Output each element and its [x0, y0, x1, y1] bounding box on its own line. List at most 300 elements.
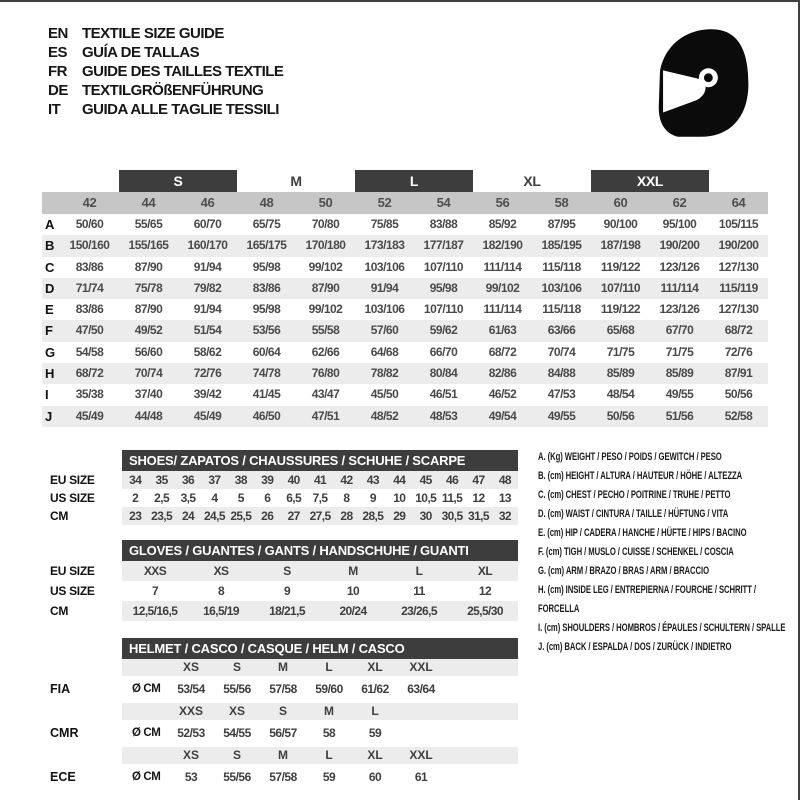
language-code: ES — [48, 44, 68, 61]
measurement-value-cell: 60/64 — [252, 344, 281, 359]
shoes-value-cell: 24 — [181, 509, 195, 523]
size-number-cell: 62 — [672, 195, 687, 210]
measurement-value-cell: 72/76 — [193, 366, 222, 381]
helmet-cert-label: FIA — [50, 682, 71, 696]
measurement-value-cell: 49/55 — [665, 387, 694, 402]
helmet-value-cell: 52/53 — [177, 726, 205, 740]
language-title-list — [48, 24, 283, 119]
gloves-value-cell: XL — [477, 564, 493, 578]
measurement-value-cell: 115/118 — [542, 302, 581, 317]
measurement-row — [42, 363, 768, 384]
diameter-unit-label: Ø CM — [132, 771, 161, 783]
helmet-size-label: L — [325, 748, 333, 762]
shoes-title-bar: SHOES/ ZAPATOS / CHAUSSURES / SCHUHE / SCARPE — [122, 450, 518, 471]
size-number-header-row — [42, 192, 768, 214]
gloves-row-label: CM — [50, 604, 69, 618]
measurement-value-cell: 99/102 — [308, 302, 343, 317]
shoes-value-cell: 47 — [472, 473, 485, 487]
helmet-size-label: XS — [182, 748, 199, 762]
measurement-value-cell: 91/94 — [193, 302, 222, 317]
helmet-value-cell: 61 — [414, 770, 428, 784]
size-number-cell: 54 — [436, 195, 451, 210]
gloves-value-cell: 10 — [346, 584, 360, 598]
helmet-size-label: XXL — [409, 748, 433, 762]
language-title: TEXTILGRÖßENFÜHRUNG — [82, 82, 264, 99]
gloves-value-cell: 23/26,5 — [401, 604, 437, 618]
measurement-value-cell: 115/119 — [719, 280, 758, 295]
measurement-value-cell: 65/75 — [252, 217, 281, 231]
measurement-legend — [538, 448, 797, 657]
measurement-value-cell: 119/122 — [600, 302, 641, 317]
legend-item: G. (cm) ARM / BRAZO / BRAS / ARM / BRACCIO — [538, 565, 710, 577]
size-number-cell: 58 — [554, 195, 569, 210]
measurement-value-cell: 84/88 — [547, 366, 576, 381]
measurement-row-label: B — [45, 238, 55, 254]
helmet-value-cell: 54/55 — [223, 726, 251, 740]
measurement-value-cell: 150/160 — [69, 238, 110, 253]
helmet-value-cell: 53/54 — [177, 682, 205, 696]
size-group-label: S — [119, 170, 237, 192]
measurement-row-label: J — [45, 408, 53, 424]
helmet-value-cell: 59 — [322, 770, 336, 784]
measurement-value-cell: 35/38 — [75, 387, 104, 402]
size-number-cell: 52 — [377, 195, 392, 210]
language-row — [48, 100, 283, 119]
gloves-row-label: US SIZE — [50, 584, 95, 598]
helmet-value-cell: 57/58 — [269, 770, 297, 784]
measurement-value-cell: 78/82 — [370, 366, 399, 381]
measurement-value-cell: 45/49 — [75, 408, 104, 423]
helmet-value-cell: 60 — [368, 770, 382, 784]
legend-item: A. (Kg) WEIGHT / PESO / POIDS / GEWITCH / PESO — [538, 451, 722, 463]
measurement-value-cell: 39/42 — [193, 387, 222, 402]
size-group-label: XL — [523, 173, 541, 189]
size-group-label: M — [290, 173, 302, 189]
measurement-row-label: D — [45, 280, 55, 296]
shoes-value-cell: 32 — [498, 509, 511, 523]
measurement-row — [42, 235, 768, 256]
helmet-cert-section — [50, 747, 518, 791]
legend-item: D. (cm) WAIST / CINTURA / TAILLE / HÜFTUNG / VITA — [538, 508, 729, 520]
size-number-cell: 44 — [141, 195, 156, 210]
gloves-value-cell: 20/24 — [339, 604, 367, 618]
helmet-value-row — [50, 764, 518, 791]
language-code: DE — [48, 82, 68, 99]
shoes-value-cell: 30 — [419, 509, 432, 523]
gloves-value-cell: M — [348, 564, 358, 578]
shoes-value-cell: 6,5 — [286, 491, 302, 505]
helmet-cert-section — [50, 659, 518, 703]
measurement-value-cell: 43/47 — [311, 387, 340, 402]
helmet-value-cell: 57/58 — [269, 682, 297, 696]
shoes-value-cell: 9 — [369, 491, 376, 505]
measurement-value-cell: 48/52 — [370, 408, 399, 423]
measurement-value-cell: 95/98 — [429, 280, 458, 295]
shoes-size-table — [50, 450, 518, 525]
gloves-row — [50, 601, 518, 621]
measurement-value-cell: 68/72 — [75, 366, 104, 381]
measurement-value-cell: 107/110 — [600, 280, 641, 295]
measurement-value-cell: 37/40 — [134, 387, 163, 402]
measurement-row-label: E — [45, 302, 54, 318]
measurement-value-cell: 170/180 — [305, 238, 346, 253]
measurement-row — [42, 299, 768, 320]
measurement-value-cell: 79/82 — [193, 280, 222, 295]
language-row — [48, 81, 283, 100]
helmet-value-cell: 58 — [322, 726, 336, 740]
measurement-value-cell: 107/110 — [423, 259, 464, 274]
shoes-row — [50, 489, 518, 507]
measurement-value-cell: 190/200 — [659, 238, 700, 253]
diameter-unit-label: Ø CM — [132, 683, 161, 695]
helmet-value-cell: 55/56 — [223, 682, 251, 696]
helmet-size-header-row — [122, 703, 518, 720]
measurement-value-cell: 41/45 — [252, 387, 281, 402]
measurement-value-cell: 173/183 — [364, 238, 405, 253]
shoes-value-cell: 45 — [419, 473, 432, 487]
helmet-size-table — [50, 638, 518, 791]
gloves-value-cell: 11 — [413, 584, 425, 598]
measurement-value-cell: 111/114 — [483, 302, 522, 317]
shoes-value-cell: 8 — [343, 491, 350, 505]
measurement-value-cell: 45/50 — [370, 387, 399, 402]
language-title: TEXTILE SIZE GUIDE — [82, 25, 224, 42]
language-code: EN — [48, 25, 68, 42]
measurement-value-cell: 50/56 — [724, 387, 753, 402]
helmet-title-bar: HELMET / CASCO / CASQUE / HELM / CASCO — [122, 638, 518, 659]
shoes-row-label: EU SIZE — [50, 473, 95, 487]
measurement-value-cell: 70/74 — [134, 366, 163, 381]
measurement-value-cell: 71/75 — [665, 344, 694, 359]
measurement-value-cell: 64/68 — [370, 344, 399, 359]
shoes-value-cell: 2 — [132, 491, 139, 505]
measurement-row — [42, 214, 768, 235]
measurement-value-cell: 54/58 — [75, 344, 104, 359]
shoes-value-cell: 39 — [261, 473, 274, 487]
textile-size-table — [42, 168, 768, 427]
measurement-row — [42, 384, 768, 405]
measurement-value-cell: 85/89 — [665, 366, 694, 381]
measurement-value-cell: 68/72 — [724, 323, 753, 338]
helmet-size-label: S — [232, 748, 241, 762]
size-group-label: L — [355, 170, 473, 192]
gloves-value-cell: L — [415, 564, 423, 578]
size-group-header-row — [42, 168, 768, 192]
measurement-value-cell: 46/52 — [488, 387, 517, 402]
helmet-value-cell: 59 — [368, 726, 382, 740]
shoes-value-cell: 12 — [472, 491, 485, 505]
shoes-value-cell: 11,5 — [441, 491, 463, 505]
measurement-value-cell: 95/98 — [252, 259, 281, 274]
measurement-value-cell: 99/102 — [308, 259, 343, 274]
helmet-value-cell: 63/64 — [407, 682, 435, 696]
shoes-value-cell: 35 — [155, 473, 168, 487]
shoes-value-cell: 30,5 — [441, 509, 463, 523]
shoes-value-cell: 25,5 — [230, 509, 252, 523]
gloves-value-cell: 7 — [151, 584, 159, 598]
racing-helmet-icon — [648, 24, 754, 142]
measurement-row — [42, 278, 768, 299]
gloves-value-cell: 9 — [283, 584, 291, 598]
measurement-value-cell: 115/118 — [542, 259, 581, 274]
language-row — [48, 24, 283, 43]
measurement-value-cell: 105/115 — [718, 217, 759, 231]
size-number-cell: 60 — [613, 195, 628, 210]
measurement-value-cell: 177/187 — [423, 238, 464, 253]
gloves-value-cell: S — [283, 564, 291, 578]
measurement-value-cell: 83/86 — [75, 302, 104, 317]
measurement-row-label: F — [45, 323, 53, 339]
helmet-value-cell: 55/56 — [223, 770, 251, 784]
measurement-row-label: C — [45, 259, 55, 275]
shoes-value-cell: 42 — [340, 473, 353, 487]
measurement-value-cell: 71/74 — [75, 280, 104, 295]
shoes-row — [50, 471, 518, 489]
helmet-size-label: XXS — [178, 704, 203, 718]
shoes-value-cell: 26 — [261, 509, 274, 523]
measurement-value-cell: 75/85 — [370, 217, 399, 231]
measurement-value-cell: 48/53 — [429, 408, 458, 423]
measurement-value-cell: 111/114 — [660, 280, 699, 295]
gloves-value-cell: 25,5/30 — [467, 604, 503, 618]
gloves-value-cell: 18/21,5 — [269, 604, 305, 618]
helmet-value-row — [50, 676, 518, 703]
language-code: IT — [48, 101, 61, 118]
measurement-value-cell: 58/62 — [193, 344, 222, 359]
language-title: GUIDA ALLE TAGLIE TESSILI — [82, 101, 279, 118]
legend-item: C. (cm) CHEST / PECHO / POITRINE / TRUHE / PETTO — [538, 489, 731, 501]
measurement-value-cell: 51/54 — [193, 323, 222, 338]
measurement-row — [42, 320, 768, 341]
measurement-value-cell: 74/78 — [252, 366, 281, 381]
gloves-title-bar: GLOVES / GUANTES / GANTS / HANDSCHUHE / GUANTI — [122, 540, 518, 561]
measurement-value-cell: 72/76 — [724, 344, 753, 359]
shoes-value-cell: 23,5 — [151, 509, 173, 523]
size-number-cell: 56 — [495, 195, 510, 210]
measurement-value-cell: 49/54 — [488, 408, 517, 423]
shoes-value-cell: 34 — [129, 473, 142, 487]
measurement-value-cell: 185/195 — [541, 238, 582, 253]
helmet-size-label: S — [278, 704, 287, 718]
measurement-value-cell: 91/94 — [370, 280, 399, 295]
helmet-size-label: XL — [367, 660, 383, 674]
gloves-row — [50, 581, 518, 601]
measurement-value-cell: 83/86 — [75, 259, 104, 274]
measurement-value-cell: 103/106 — [541, 280, 582, 295]
helmet-size-label: XS — [182, 660, 199, 674]
helmet-size-label: XL — [367, 748, 383, 762]
measurement-value-cell: 47/50 — [75, 323, 104, 338]
measurement-value-cell: 60/70 — [193, 217, 222, 231]
language-title: GUIDE DES TAILLES TEXTILE — [82, 63, 284, 80]
measurement-value-cell: 87/91 — [724, 366, 753, 381]
measurement-value-cell: 155/165 — [128, 238, 169, 253]
measurement-value-cell: 71/75 — [606, 344, 635, 359]
measurement-value-cell: 87/90 — [134, 259, 163, 274]
gloves-value-cell: XXS — [143, 564, 167, 578]
gloves-value-cell: 12,5/16,5 — [132, 604, 178, 618]
measurement-value-cell: 123/126 — [659, 302, 700, 317]
measurement-row — [42, 257, 768, 278]
helmet-cert-label: CMR — [50, 726, 79, 740]
measurement-value-cell: 46/50 — [252, 408, 281, 423]
measurement-value-cell: 53/56 — [252, 323, 281, 338]
shoes-row-label: US SIZE — [50, 491, 95, 505]
measurement-value-cell: 103/106 — [364, 259, 405, 274]
shoes-value-cell: 31,5 — [468, 509, 489, 523]
gloves-value-cell: 16,5/19 — [203, 604, 239, 618]
helmet-cert-section — [50, 703, 518, 747]
shoes-value-cell: 10,5 — [415, 491, 437, 505]
measurement-value-cell: 87/90 — [311, 280, 340, 295]
shoes-value-cell: 27 — [287, 509, 300, 523]
gloves-value-cell: 12 — [478, 584, 492, 598]
helmet-cert-label: ECE — [50, 770, 76, 784]
measurement-value-cell: 119/122 — [600, 259, 641, 274]
measurement-row-label: A — [45, 217, 55, 232]
size-number-cell: 48 — [259, 195, 274, 210]
measurement-value-cell: 99/102 — [485, 280, 520, 295]
legend-item: B. (cm) HEIGHT / ALTURA / HAUTEUR / HÖHE / ALTEZZA — [538, 470, 743, 482]
measurement-value-cell: 90/100 — [603, 217, 638, 231]
size-number-cell: 50 — [318, 195, 333, 210]
shoes-value-cell: 7,5 — [312, 491, 328, 505]
measurement-value-cell: 160/170 — [187, 238, 228, 253]
shoes-value-cell: 24,5 — [203, 509, 225, 523]
helmet-size-label: M — [324, 704, 334, 718]
shoes-value-cell: 28,5 — [362, 509, 384, 523]
shoes-value-cell: 46 — [446, 473, 459, 487]
measurement-value-cell: 49/55 — [547, 408, 576, 423]
helmet-size-label: L — [325, 660, 333, 674]
legend-item: J. (cm) BACK / ESPALDA / DOS / ZURÜCK / INDIETRO — [538, 641, 732, 653]
measurement-row-label: G — [45, 344, 56, 360]
gloves-value-cell: 8 — [217, 584, 225, 598]
helmet-size-label: M — [278, 748, 288, 762]
measurement-value-cell: 70/80 — [311, 217, 340, 231]
measurement-value-cell: 59/62 — [429, 323, 458, 338]
measurement-value-cell: 63/66 — [547, 323, 576, 338]
measurement-row — [42, 342, 768, 363]
legend-item: E. (cm) HIP / CADERA / HANCHE / HÜFTE / HIPS / BACINO — [538, 527, 747, 539]
measurement-value-cell: 182/190 — [482, 238, 523, 253]
size-number-cell: 64 — [731, 195, 746, 210]
measurement-value-cell: 68/72 — [488, 344, 517, 359]
measurement-value-cell: 107/110 — [423, 302, 464, 317]
measurement-value-cell: 55/58 — [311, 323, 340, 338]
shoes-value-cell: 28 — [340, 509, 353, 523]
helmet-value-cell: 61/62 — [361, 682, 389, 696]
measurement-value-cell: 50/60 — [75, 217, 104, 231]
shoes-value-cell: 23 — [129, 509, 142, 523]
gloves-size-table — [50, 540, 518, 621]
measurement-value-cell: 91/94 — [193, 259, 222, 274]
measurement-value-cell: 111/114 — [483, 259, 522, 274]
measurement-value-cell: 165/175 — [246, 238, 287, 253]
measurement-value-cell: 87/90 — [134, 302, 163, 317]
legend-item: I. (cm) SHOULDERS / HOMBROS / ÉPAULES / SCHULTERN / SPALLE — [538, 622, 786, 634]
shoes-value-cell: 29 — [393, 509, 406, 523]
measurement-value-cell: 76/80 — [311, 366, 340, 381]
measurement-value-cell: 75/78 — [134, 280, 163, 295]
gloves-row — [50, 561, 518, 581]
measurement-value-cell: 67/70 — [665, 323, 694, 338]
shoes-value-cell: 44 — [393, 473, 406, 487]
language-title: GUÍA DE TALLAS — [82, 44, 200, 61]
shoes-value-cell: 41 — [313, 473, 327, 487]
measurement-value-cell: 190/200 — [718, 238, 759, 253]
measurement-value-cell: 70/74 — [547, 344, 576, 359]
measurement-value-cell: 44/48 — [134, 408, 163, 423]
measurement-value-cell: 66/70 — [429, 344, 458, 359]
legend-item: F. (cm) TIGH / MUSLO / CUISSE / SCHENKEL / COSCIA — [538, 546, 734, 558]
helmet-size-label: XXL — [409, 660, 433, 674]
shoes-value-cell: 2,5 — [154, 491, 170, 505]
gloves-value-cell: XS — [213, 564, 229, 578]
helmet-size-label: M — [278, 660, 288, 674]
measurement-value-cell: 47/51 — [311, 408, 340, 423]
helmet-value-cell: 56/57 — [269, 726, 297, 740]
shoes-value-cell: 3,5 — [180, 491, 196, 505]
measurement-value-cell: 95/100 — [662, 217, 697, 231]
measurement-value-cell: 83/86 — [252, 280, 281, 295]
measurement-value-cell: 45/49 — [193, 408, 222, 423]
helmet-value-cell: 53 — [184, 770, 198, 784]
shoes-row-label: CM — [50, 509, 69, 523]
measurement-value-cell: 55/65 — [134, 217, 163, 231]
helmet-size-header-row — [122, 747, 518, 764]
measurement-row — [42, 406, 768, 427]
helmet-value-cell: 59/60 — [315, 682, 343, 696]
helmet-value-row — [50, 720, 518, 747]
helmet-size-label: L — [371, 704, 379, 718]
shoes-value-cell: 4 — [211, 491, 218, 505]
measurement-value-cell: 85/89 — [606, 366, 635, 381]
measurement-value-cell: 51/56 — [665, 408, 694, 423]
measurement-value-cell: 56/60 — [134, 344, 163, 359]
shoes-value-cell: 6 — [264, 491, 271, 505]
measurement-value-cell: 47/53 — [547, 387, 576, 402]
measurement-value-cell: 62/66 — [311, 344, 340, 359]
shoes-value-cell: 48 — [498, 473, 511, 487]
helmet-size-header-row — [122, 659, 518, 676]
measurement-value-cell: 82/86 — [488, 366, 517, 381]
measurement-value-cell: 48/54 — [606, 387, 635, 402]
size-number-cell: 46 — [200, 195, 215, 210]
size-group-label: XXL — [591, 170, 709, 192]
measurement-value-cell: 83/88 — [429, 217, 458, 231]
measurement-value-cell: 52/58 — [724, 408, 753, 423]
measurement-value-cell: 80/84 — [429, 366, 458, 381]
size-number-spacer — [42, 192, 60, 214]
measurement-value-cell: 85/92 — [488, 217, 517, 231]
measurement-value-cell: 127/130 — [718, 302, 759, 317]
measurement-value-cell: 61/63 — [488, 323, 517, 338]
shoes-value-cell: 5 — [237, 491, 244, 505]
gloves-row-label: EU SIZE — [50, 564, 95, 578]
diameter-unit-label: Ø CM — [132, 727, 161, 739]
measurement-value-cell: 187/198 — [600, 238, 641, 253]
measurement-value-cell: 57/60 — [370, 323, 399, 338]
language-row — [48, 62, 283, 81]
shoes-value-cell: 37 — [208, 473, 221, 487]
language-row — [48, 43, 283, 62]
shoes-value-cell: 13 — [498, 491, 511, 505]
measurement-value-cell: 103/106 — [364, 302, 405, 317]
shoes-value-cell: 36 — [181, 473, 195, 487]
measurement-value-cell: 127/130 — [718, 259, 759, 274]
legend-item: H. (cm) INSIDE LEG / ENTREPIERNA / FOURCHE / SCHRITT / FORCELLA — [538, 584, 756, 615]
